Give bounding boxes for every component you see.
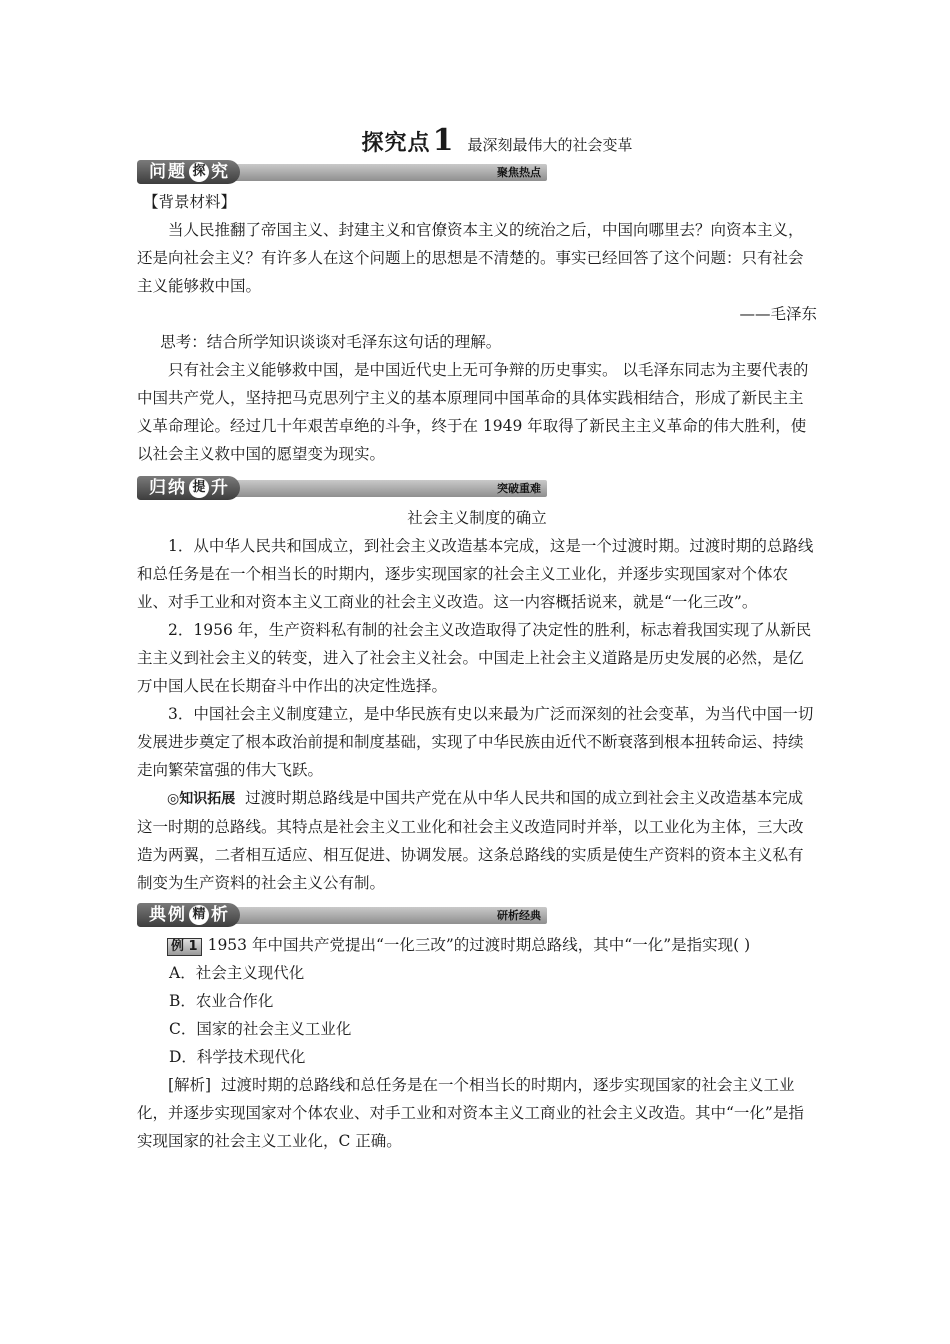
banner-chip bbox=[137, 476, 240, 500]
banner-tag: 研析经典 bbox=[497, 909, 541, 922]
section-banner-summary bbox=[137, 476, 547, 500]
banner-chip bbox=[137, 903, 240, 927]
section-banner-inquiry bbox=[137, 160, 547, 184]
banner-chip-circle: 精 bbox=[189, 905, 209, 925]
title-number: 1 bbox=[432, 123, 454, 158]
banner-chip-text-b: 析 bbox=[211, 905, 230, 925]
answer-text: 只有社会主义能够救中国，是中国近代史上无可争辩的历史事实。 以毛泽东同志为主要代表的中国共产党人，坚持把马克思列宁主义的基本原理同中国革命的具体实践相结合，形成了新民主主义革命理论。经过几十年艰苦卓绝的斗争，终于在 1949 年取得了新民主主义革命的伟大胜利，使以社会主义救中国的愿望变为现实。 bbox=[137, 361, 809, 463]
extension-text: 过渡时期总路线是中国共产党在从中华人民共和国的成立到社会主义改造基本完成这一时期的总路线。其特点是社会主义工业化和社会主义改造同时并举，以工业化为主体，三大改造为两翼，二者相互适应、相互促进、协调发展。这条总路线的实质是使生产资料的资本主义私有制变为生产资料的社会主义公有制。 bbox=[137, 789, 804, 892]
point-item: 2．1956 年，生产资料私有制的社会主义改造取得了决定性的胜利，标志着我国实现了从新民主主义到社会主义的转变，进入了社会主义社会。中国走上社会主义道路是历史发展的必然，是亿万中国人民在长期奋斗中作出的决定性选择。 bbox=[137, 621, 812, 695]
analysis-label: [解析] bbox=[168, 1076, 212, 1094]
point-item: 3．中国社会主义制度建立，是中华民族有史以来最为广泛而深刻的社会变革，为当代中国一切发展进步奠定了根本政治前提和制度基础，实现了中华民族由近代不断衰落到根本扭转命运、持续走向繁荣富强的伟大飞跃。 bbox=[137, 705, 814, 779]
title-main: 探究点 bbox=[361, 131, 431, 156]
banner-tag: 聚焦热点 bbox=[497, 166, 541, 179]
banner-chip-text-a: 典例 bbox=[149, 905, 187, 925]
quote-attribution: ——毛泽东 bbox=[739, 305, 817, 323]
option-b: B．农业合作化 bbox=[169, 992, 274, 1010]
title-subtitle: 最深刻最伟大的社会变革 bbox=[467, 136, 633, 154]
option-c: C．国家的社会主义工业化 bbox=[169, 1020, 352, 1038]
quote-text: 当人民推翻了帝国主义、封建主义和官僚资本主义的统治之后，中国向哪里去？向资本主义，还是向社会主义？有许多人在这个问题上的思想是不清楚的。事实已经回答了这个问题：只有社会主义能够救中国。 bbox=[137, 221, 804, 295]
extension-label: ◎知识拓展 bbox=[167, 791, 236, 807]
analysis bbox=[137, 1071, 817, 1155]
banner-chip-circle: 提 bbox=[189, 478, 209, 498]
content-area bbox=[137, 124, 817, 1155]
banner-chip-text-b: 究 bbox=[211, 162, 230, 182]
banner-chip-circle: 探 bbox=[189, 162, 209, 182]
background-label: 【背景材料】 bbox=[143, 193, 237, 211]
option-a: A．社会主义现代化 bbox=[169, 964, 305, 982]
section-banner-example bbox=[137, 903, 547, 927]
page-title bbox=[177, 124, 817, 158]
banner-chip-text-a: 归纳 bbox=[149, 478, 187, 498]
section-heading: 社会主义制度的确立 bbox=[407, 509, 547, 527]
banner-chip-text-b: 升 bbox=[211, 478, 230, 498]
thinking-question: 思考：结合所学知识谈谈对毛泽东这句话的理解。 bbox=[160, 333, 502, 351]
banner-tag: 突破重难 bbox=[497, 482, 541, 495]
example-question bbox=[137, 931, 817, 959]
example-question-text: 1953 年中国共产党提出“一化三改”的过渡时期总路线，其中“一化”是指实现( ) bbox=[207, 936, 751, 954]
analysis-text: 过渡时期的总路线和总任务是在一个相当长的时期内，逐步实现国家的社会主义工业化，并逐步实现国家对个体农业、对手工业和对资本主义工商业的社会主义改造。其中“一化”是指实现国家的社会主义工业化，C 正确。 bbox=[137, 1076, 804, 1150]
banner-chip bbox=[137, 160, 240, 184]
banner-chip-text-a: 问题 bbox=[149, 162, 187, 182]
option-d: D．科学技术现代化 bbox=[169, 1048, 306, 1066]
knowledge-extension bbox=[137, 784, 817, 897]
example-label: 例 1 bbox=[167, 938, 202, 956]
point-item: 1．从中华人民共和国成立，到社会主义改造基本完成，这是一个过渡时期。过渡时期的总路线和总任务是在一个相当长的时期内，逐步实现国家的社会主义工业化，并逐步实现国家对个体农业、对手工业和对资本主义工商业的社会主义改造。这一内容概括说来，就是“一化三改”。 bbox=[137, 537, 814, 611]
